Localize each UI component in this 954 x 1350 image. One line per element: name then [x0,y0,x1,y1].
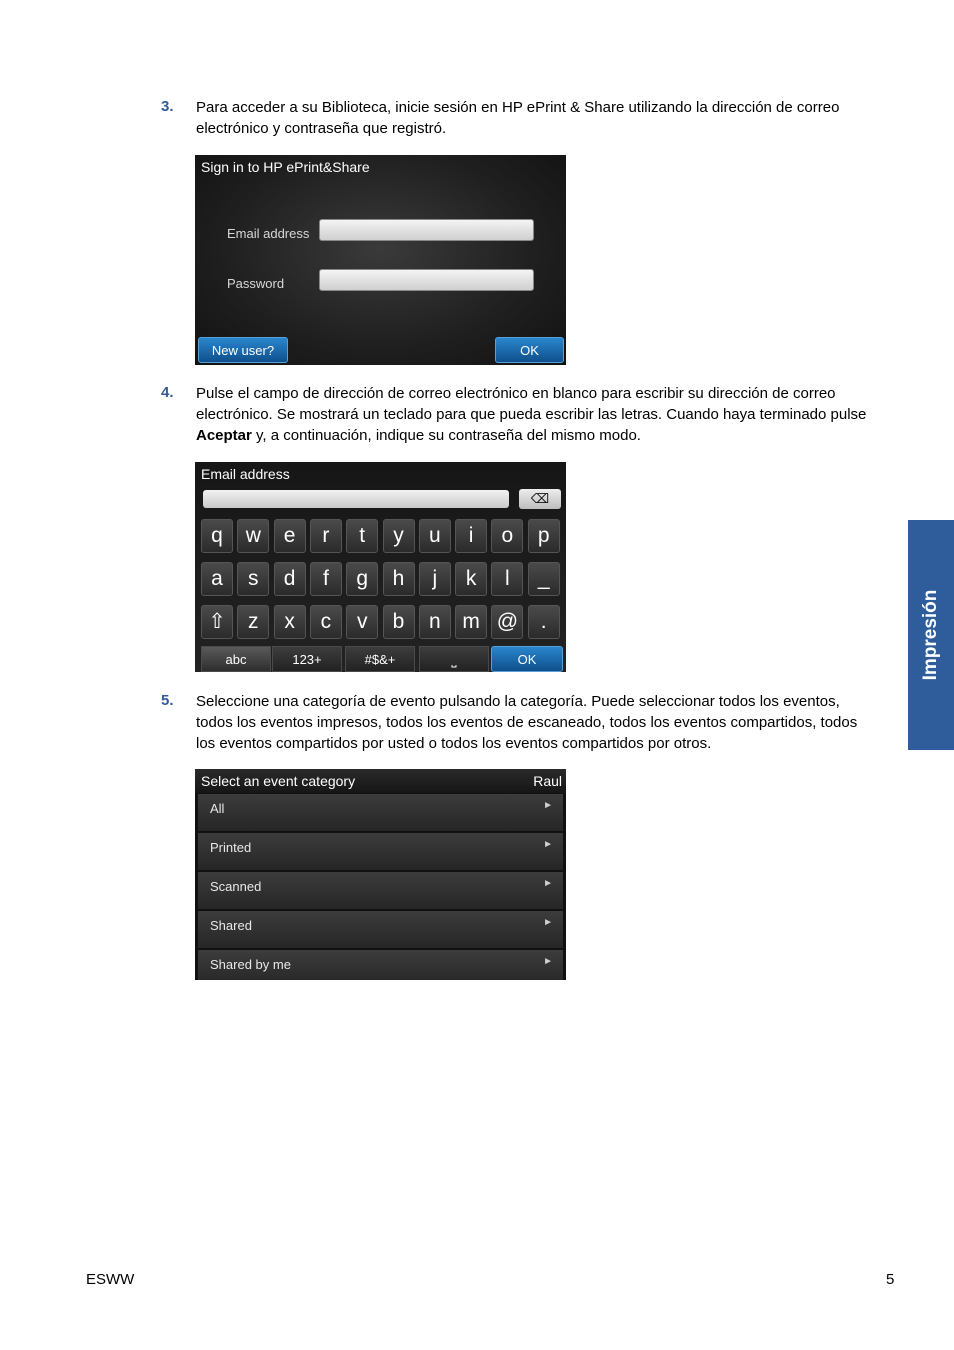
key-f[interactable]: f [310,562,342,596]
footer-label: ESWW [86,1271,135,1288]
new-user-button[interactable]: New user? [198,337,288,363]
key-b[interactable]: b [383,605,415,639]
key-at[interactable]: @ [491,605,523,639]
backspace-icon[interactable]: ⌫ [519,489,561,509]
event-category-label: Shared by me [210,957,291,972]
key-e[interactable]: e [274,519,306,553]
key-o[interactable]: o [491,519,523,553]
key-w[interactable]: w [237,519,269,553]
keyboard-screenshot [195,462,566,672]
key-s[interactable]: s [237,562,269,596]
event-category-item[interactable] [198,950,563,980]
user-name: Raul [533,773,562,789]
sign-in-title: Sign in to HP ePrint&Share [201,159,370,175]
key-q[interactable]: q [201,519,233,553]
key-h[interactable]: h [383,562,415,596]
step-number: 5. [161,692,174,709]
symbols-key[interactable]: #$&+ [345,646,415,672]
key-d[interactable]: d [274,562,306,596]
key-l[interactable]: l [491,562,523,596]
step-text-part: y, a continuación, indique su contraseña del mismo modo. [251,427,641,444]
event-category-item[interactable] [198,911,563,949]
key-a[interactable]: a [201,562,233,596]
event-list-title: Select an event category [201,773,356,789]
event-category-item[interactable] [198,872,563,910]
email-input-bar[interactable] [203,490,509,508]
key-underscore[interactable]: _ [528,562,560,596]
key-z[interactable]: z [237,605,269,639]
password-label: Password [227,276,285,291]
password-field[interactable] [319,269,534,291]
space-key[interactable]: ⎵ [419,646,489,672]
chevron-right-icon: ► [543,917,553,928]
event-category-label: All [210,801,225,816]
key-g[interactable]: g [346,562,378,596]
event-category-item[interactable] [198,833,563,871]
key-v[interactable]: v [346,605,378,639]
chevron-right-icon: ► [543,878,553,889]
step-number: 3. [161,98,174,115]
key-m[interactable]: m [455,605,487,639]
key-r[interactable]: r [310,519,342,553]
key-period[interactable]: . [528,605,560,639]
chevron-right-icon: ► [543,800,553,811]
key-n[interactable]: n [419,605,451,639]
event-category-item[interactable] [198,794,563,832]
section-side-tab [908,520,954,750]
shift-key[interactable]: ⇧ [201,605,233,639]
email-label: Email address [227,226,310,241]
key-i[interactable]: i [455,519,487,553]
ok-button[interactable]: OK [495,337,564,363]
key-u[interactable]: u [419,519,451,553]
page-number: 5 [886,1271,895,1288]
key-y[interactable]: y [383,519,415,553]
step-text: Para acceder a su Biblioteca, inicie sesión en HP ePrint & Share utilizando la dirección de correo electrónico y contraseña que registró. [196,99,840,137]
step-text-part: Pulse el campo de dirección de correo electrónico en blanco para escribir su dirección de correo electrónico. Se mostrará un teclado para que pueda escribir las letras. Cuando haya terminado pulse [196,385,867,423]
key-j[interactable]: j [419,562,451,596]
key-t[interactable]: t [346,519,378,553]
section-label: Impresión [920,589,941,681]
numbers-key[interactable]: 123+ [272,646,342,672]
step-text [196,383,880,446]
chevron-right-icon: ► [543,956,553,967]
email-field[interactable] [319,219,534,241]
event-category-label: Shared [210,918,252,933]
keyboard-ok-button[interactable]: OK [491,646,563,672]
key-k[interactable]: k [455,562,487,596]
step-number: 4. [161,384,174,401]
sign-in-screenshot [195,155,566,365]
chevron-right-icon: ► [543,839,553,850]
key-p[interactable]: p [528,519,560,553]
abc-key[interactable]: abc [201,646,271,672]
key-c[interactable]: c [310,605,342,639]
event-list-header [195,769,566,793]
step-text: Seleccione una categoría de evento pulsando la categoría. Puede seleccionar todos los eventos, todos los eventos impresos, todos los eventos de escaneado, todos los eventos compartidos, todos los eventos compartidos por usted o todos los eventos compartidos por otros. [196,693,858,752]
key-x[interactable]: x [274,605,306,639]
aceptar-bold: Aceptar [196,427,252,444]
keyboard-title: Email address [201,466,290,482]
event-category-label: Printed [210,840,252,855]
event-category-label: Scanned [210,879,262,894]
event-category-screenshot [195,769,566,980]
